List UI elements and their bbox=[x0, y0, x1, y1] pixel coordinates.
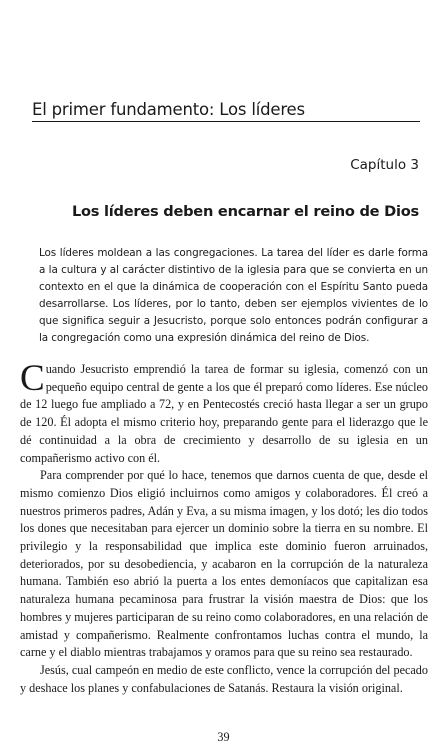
page-number: 39 bbox=[217, 730, 230, 744]
chapter-title: Los líderes deben encarnar el reino de Dios bbox=[71, 203, 419, 220]
drop-cap: C bbox=[20, 358, 45, 399]
paragraph-2: Para comprender por qué lo hace, tenemos que darnos cuenta de que, desde el mismo comienzo Dios eligió incluirnos como amigos y colaboradores. Él creó a nuestros primeros padres, Adán y Eva, a su misma imagen, y los dotó; les dio todos los dones que necesitaban para ejercer un dominio sobre la tierra en su nombre. El privilegio y la responsabilidad que implica este dominio fueron arruinados, deteriorados, por su desobediencia, y acabaron en la corrupción de la naturaleza humana. También eso abrió la puerta a los entes demoníacos que capitalizan esa naturaleza humana pecaminosa para frustrar la visión maestra de Dios: que los hombres y mujeres participaran de su reino como colaboradores, en una relación de amistad y compañerismo. Realmente confrontamos luchas contra el mundo, la carne y el diablo mientras trabajamos y oramos para que su reino sea restaurado. bbox=[20, 468, 428, 660]
paragraph-1 bbox=[20, 358, 428, 467]
paragraph-1-text: uando Jesucristo emprendió la tarea de formar su iglesia, comenzó con un pequeño equipo central de gente a los que él preparó como líderes. Ese núcleo de 12 luego fue ampliado a 72, y en Pentecostés creció hasta llegar a ser un grupo de 120. Él adopta el mismo criterio hoy, preparando gente para el liderazgo que le dé continuidad a la obra de crecimiento y desarrollo de su iglesia en un compañerismo activo con él. bbox=[20, 362, 428, 465]
chapter-label: Capítulo 3 bbox=[350, 157, 419, 173]
chapter-intro: Los líderes moldean a las congregaciones. La tarea del líder es darle forma a la cultura y al carácter distintivo de la iglesia para que se convierta en un contexto en el que la dinámica de cooperación con el Espíritu Santo pueda desarrollarse. Los líderes, por lo tanto, deben ser ejemplos vivientes de lo que significa seguir a Jesucristo, porque solo entonces podrán configurar a la congregación como una expresión dinámica del reino de Dios. bbox=[39, 247, 428, 345]
paragraph-3: Jesús, cual campeón en medio de este conflicto, vence la corrupción del pecado y deshace los planes y confabulaciones de Satanás. Restaura la visión original. bbox=[20, 662, 428, 695]
body-text bbox=[20, 358, 428, 697]
part-header: El primer fundamento: Los líderes bbox=[32, 100, 305, 119]
part-header-rule bbox=[32, 121, 420, 122]
